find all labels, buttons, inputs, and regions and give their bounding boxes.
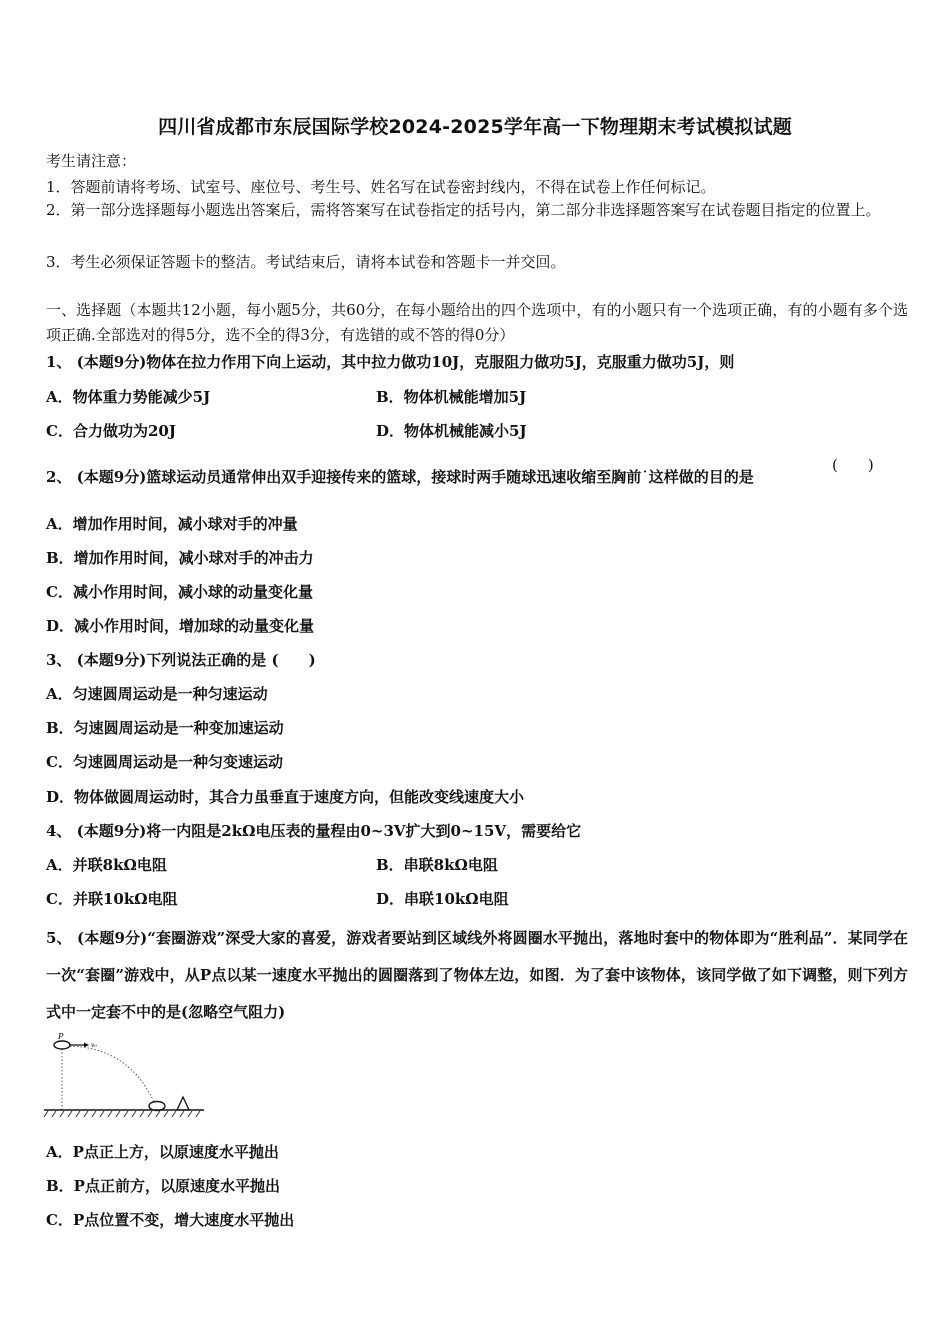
option-b: B．物体机械能增加5J <box>376 388 527 406</box>
option-a: A．增加作用时间，减小球对手的冲量 <box>46 515 298 533</box>
option-d: D．串联10kΩ电阻 <box>376 890 509 908</box>
label-v: v₀ <box>91 1042 97 1049</box>
question-stem: 1、 (本题9分)物体在拉力作用下向上运动，其中拉力做功10J，克服阻力做功5J，克服重力做功5J，则 <box>46 353 735 371</box>
answer-parenthesis: ( ) <box>832 456 874 474</box>
option-d: D．物体机械能减小5J <box>376 422 527 440</box>
arrow-head-icon <box>84 1043 89 1048</box>
option-c: C．P点位置不变，增大速度水平抛出 <box>46 1211 295 1229</box>
page-title: 四川省成都市东辰国际学校2024-2025学年高一下物理期末考试模拟试题 <box>158 116 792 138</box>
notice-item: 3．考生必须保证答题卡的整洁。考试结束后，请将本试卷和答题卡一并交回。 <box>46 253 566 271</box>
option-a: A．并联8kΩ电阻 <box>46 856 167 874</box>
option-b: B．P点正前方，以原速度水平抛出 <box>46 1177 280 1195</box>
section-header: 一、选择题（本题共12小题，每小题5分，共60分，在每小题给出的四个选项中，有的小题只有一个选项正确，有的小题有多个选项正确.全部选对的得5分，选不全的得3分，有选错的或不答的得0分） <box>46 301 908 344</box>
notice-item: 2．第一部分选择题每小题选出答案后，需将答案写在试卷指定的括号内，第二部分非选择题答案写在试卷题目指定的位置上。 <box>46 201 881 219</box>
option-a: A．物体重力势能减少5J <box>46 388 211 406</box>
option-c: C．并联10kΩ电阻 <box>46 890 178 908</box>
option-c: C．减小作用时间，减小球的动量变化量 <box>46 583 313 601</box>
option-a: A．匀速圆周运动是一种匀速运动 <box>46 685 268 703</box>
option-c: C．合力做功为20J <box>46 422 176 440</box>
question-stem: 3、 (本题9分)下列说法正确的是 ( ) <box>46 651 316 669</box>
option-d: D．物体做圆周运动时，其合力虽垂直于速度方向，但能改变线速度大小 <box>46 788 525 806</box>
option-b: B．串联8kΩ电阻 <box>376 856 498 874</box>
option-d: D．减小作用时间，增加球的动量变化量 <box>46 617 315 635</box>
question-stem: 4、 (本题9分)将一内阻是2kΩ电压表的量程由0~3V扩大到0~15V，需要给它 <box>46 822 582 840</box>
option-b: B．增加作用时间，减小球对手的冲击力 <box>46 549 314 567</box>
label-p: P <box>58 1032 64 1041</box>
target-object <box>177 1097 189 1110</box>
trajectory <box>70 1046 154 1102</box>
option-b: B．匀速圆周运动是一种变加速运动 <box>46 719 284 737</box>
ground-hatching <box>44 1111 200 1117</box>
option-c: C．匀速圆周运动是一种匀变速运动 <box>46 753 283 771</box>
notice-item: 1．答题前请将考场、试室号、座位号、考生号、姓名写在试卷密封线内，不得在试卷上作任何标记。 <box>46 178 716 196</box>
notice-heading: 考生请注意： <box>46 152 137 170</box>
ring-landed <box>149 1102 165 1111</box>
option-a: A．P点正上方，以原速度水平抛出 <box>46 1143 279 1161</box>
ring-start <box>54 1041 70 1049</box>
question-stem: 5、 (本题9分)“套圈游戏”深受大家的喜爱，游戏者要站到区域线外将圆圈水平抛出，落地时套中的物体即为“胜利品”．某同学在一次“套圈”游戏中，从P点以某一速度水平抛出的圆圈落到了物体左边，如图．为了套中该物体，该同学做了如下调整，则下列方式中一定套不中的是(忽略空气阻力) <box>46 929 908 1021</box>
question-stem: 2、 (本题9分)篮球运动员通常伸出双手迎接传来的篮球，接球时两手随球迅速收缩至胸前˙这样做的目的是 <box>46 468 754 486</box>
projectile-figure <box>44 1030 214 1120</box>
